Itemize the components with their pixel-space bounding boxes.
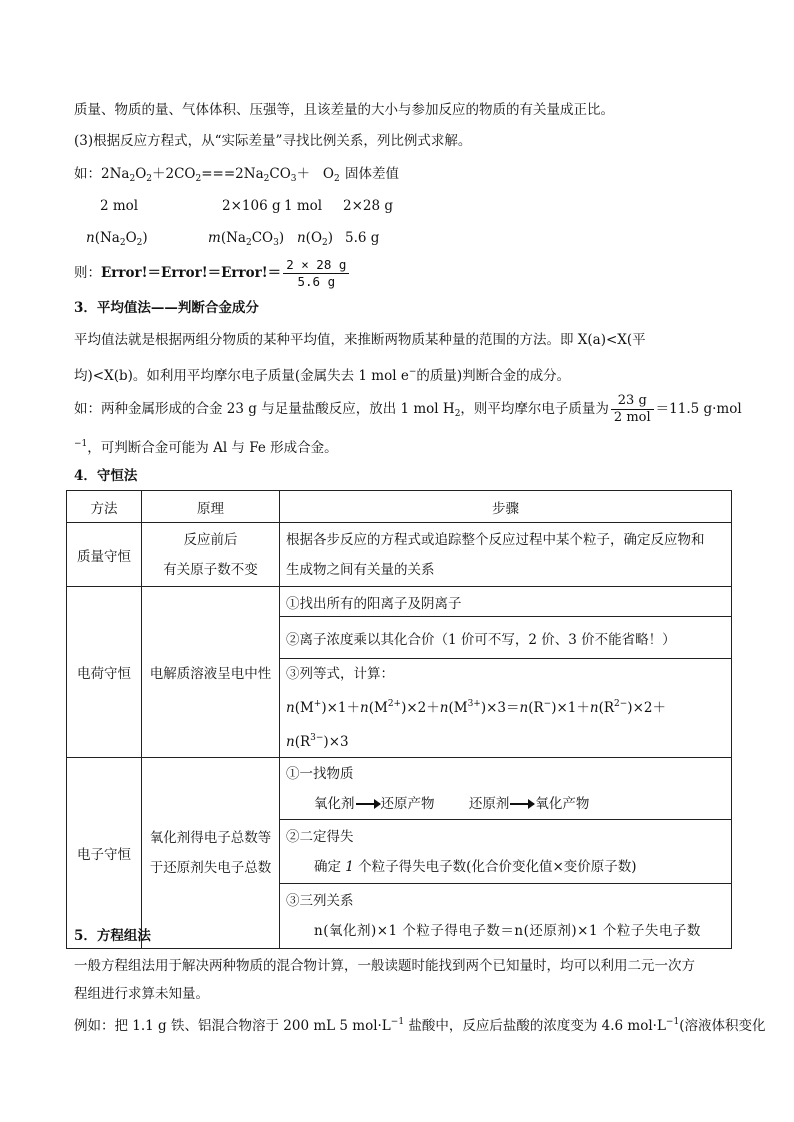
electron-principle [142, 758, 280, 949]
arrow-icon [510, 803, 534, 805]
reaction-equation: 如：$2Na_2O_2+2CO_2===2Na_2CO_3+ O_2$ [74, 166, 340, 184]
eq-row2-c: 1 mol [284, 198, 323, 214]
eq-prefix: 如： [74, 166, 101, 182]
step2-detail-b: 个粒子得失电子数(化合价变化值×变价原子数) [353, 858, 637, 875]
sec5-ex-b: 盐酸中，反应后盐酸的浓度变为 4.6 mol·L [404, 1018, 666, 1034]
header-steps: 步骤 [280, 491, 732, 523]
electron-step-3 [280, 884, 732, 949]
mass-principle-1: 反应前后 [183, 531, 238, 548]
sec3-para-b2: 的质量)判断合金的成分。 [416, 368, 571, 384]
table-row-charge-1 [67, 587, 732, 617]
reductant-text: 还原剂 [468, 795, 510, 812]
eq-row2-d: 2×28 g [343, 198, 394, 214]
step-3-text: (3)根据反应方程式，从“实际差量”寻找比例关系，列比例式求解。 [74, 133, 472, 149]
sec3-para-b: 均)<X(b)。如利用平均摩尔电子质量(金属失去 1 mol e−的质量)判断合金的成分。 [74, 367, 571, 384]
charge-step-2: ②离子浓度乘以其化合价（1 价可不写，2 价、3 价不能省略！） [280, 617, 732, 659]
header-principle: 原理 [142, 491, 280, 523]
ratio-fraction [283, 257, 349, 290]
section-3-heading: 3．平均值法——判断合金成分 [74, 300, 259, 316]
electron-step-3-label: ③三列关系 [286, 893, 354, 909]
avg-mass-fraction [611, 393, 654, 426]
sec5-para-a: 一般方程组法用于解决两种物质的混合物计算，一般读题时能找到两个已知量时，均可以利用二元一次方 [74, 958, 695, 974]
mass-steps [280, 523, 732, 587]
ratio-text: Error!＝Error!＝Error!＝ [101, 265, 282, 281]
electron-principle-1: 氧化剂得电子总数等 [149, 830, 272, 846]
sec3-example: 如：两种金属形成的合金 23 g 与足量盐酸反应，放出 1 mol $H_2$，则平均摩尔电子质量为 $\frac{23 g}{\text{2 mol}}$ ＝11.5 g·mol [74, 393, 742, 425]
ratio-den: 5.6 g [297, 274, 336, 289]
mass-step-1: 根据各步反应的方程式或追踪整个反应过程中某个粒子，确定反应物和 [286, 531, 705, 548]
sec5-ex-a: 例如：把 1.1 g 铁、铝混合物溶于 200 mL 5 mol·L [74, 1018, 391, 1034]
sec5-ex-c: (溶液体积变化 [679, 1018, 766, 1034]
electron-step-2-detail [286, 852, 725, 882]
ratio-prefix: 则： [74, 265, 101, 281]
section-4-heading: 4．守恒法 [74, 468, 138, 484]
table-row-mass [67, 523, 732, 587]
oxidation-product-text: 氧化产物 [535, 795, 590, 812]
eq-row3-c: 5.6 g [345, 230, 380, 246]
electron-method: 电子守恒 [67, 758, 142, 949]
intro-line: 质量、物质的量、气体体积、压强等，且该差量的大小与参加反应的物质的有关量成正比。 [74, 102, 614, 118]
ratio-line [74, 256, 351, 290]
ratio-num: 2 × 28 g [283, 257, 349, 274]
eq-row2-b: 2×106 g [222, 198, 281, 214]
sec5-para-b: 程组进行求算未知量。 [74, 986, 209, 1002]
avg-frac-den: 2 mol [613, 410, 651, 425]
conservation-table [66, 490, 732, 949]
header-method: 方法 [67, 491, 142, 523]
eq-row3-a: $n(Na_2O_2)$ [86, 230, 148, 248]
charge-equation: $n(M^+)\times 1+n(M^{2+})\times 2+n(M^{3+})\times 3=n(R^-)\times 1+n(R^{2-})\times 2+n(R^{3-})\times 3$ [286, 699, 666, 750]
arrow-icon [356, 803, 380, 805]
electron-step-2-label: ②二定得失 [286, 828, 354, 845]
charge-principle: 电解质溶液呈电中性 [142, 587, 280, 758]
sec3-ex-a3: ＝11.5 g·mol [655, 401, 742, 417]
sec3-ex-b: ，可判断合金可能为 Al 与 Fe 形成合金。 [87, 440, 338, 456]
sec3-example-b: $^{-1}$，可判断合金可能为 Al 与 Fe 形成合金。 [74, 439, 338, 456]
electron-step-1-detail [286, 789, 725, 819]
avg-frac-num: 23 g [611, 393, 654, 410]
step2-detail-i: 1 [345, 858, 354, 875]
electron-principle-2: 于还原剂失电子总数 [149, 860, 272, 876]
sec3-ex-a: 如：两种金属形成的合金 23 g 与足量盐酸反应，放出 1 mol H [74, 401, 455, 417]
section-5-heading: 5．方程组法 [74, 928, 151, 944]
mass-step-2: 生成物之间有关量的关系 [286, 561, 435, 578]
eq-row3-b: $m(Na_2CO_3)$ $n(O_2)$ [208, 230, 334, 248]
reduction-product-text: 还原产物 [380, 795, 435, 812]
charge-step-3-label: ③列等式，计算： [286, 666, 394, 682]
electron-step-1 [280, 758, 732, 820]
charge-step-1: ①找出所有的阳离子及阴离子 [280, 587, 732, 617]
table-row-electron-1 [67, 758, 732, 820]
mass-principle [142, 523, 280, 587]
step2-detail-a: 确定 [314, 858, 346, 875]
sec3-ex-a2: ，则平均摩尔电子质量为 [460, 401, 609, 417]
electron-step-1-label: ①一找物质 [286, 765, 354, 782]
mass-principle-2: 有关原子数不变 [163, 561, 258, 578]
charge-method: 电荷守恒 [67, 587, 142, 758]
table-header-row [67, 491, 732, 523]
mass-method: 质量守恒 [67, 523, 142, 587]
sec3-para-b1: 均)<X(b)。如利用平均摩尔电子质量(金属失去 1 mol e [74, 368, 409, 384]
sec3-para-a: 平均值法就是根据两组分物质的某种平均值，来推断两物质某种量的范围的方法。即 X(a)<X(平 [74, 332, 646, 348]
electron-step-2 [280, 820, 732, 884]
eq-row2-a: 2 mol [100, 198, 139, 214]
sec5-example: 例如：把 1.1 g 铁、铝混合物溶于 200 mL 5 $mol\cdot L^{-1}$ 盐酸中，反应后盐酸的浓度变为 4.6 $mol\cdot L^{-1}$(溶液体积变化 [74, 1017, 766, 1034]
charge-step-3 [280, 659, 732, 758]
electron-step-3-detail: n(氧化剂)×1 个粒子得电子数＝n(还原剂)×1 个粒子失电子数 [314, 923, 701, 939]
solid-diff-label: 固体差值 [345, 166, 399, 182]
oxidant-text: 氧化剂 [314, 795, 355, 812]
